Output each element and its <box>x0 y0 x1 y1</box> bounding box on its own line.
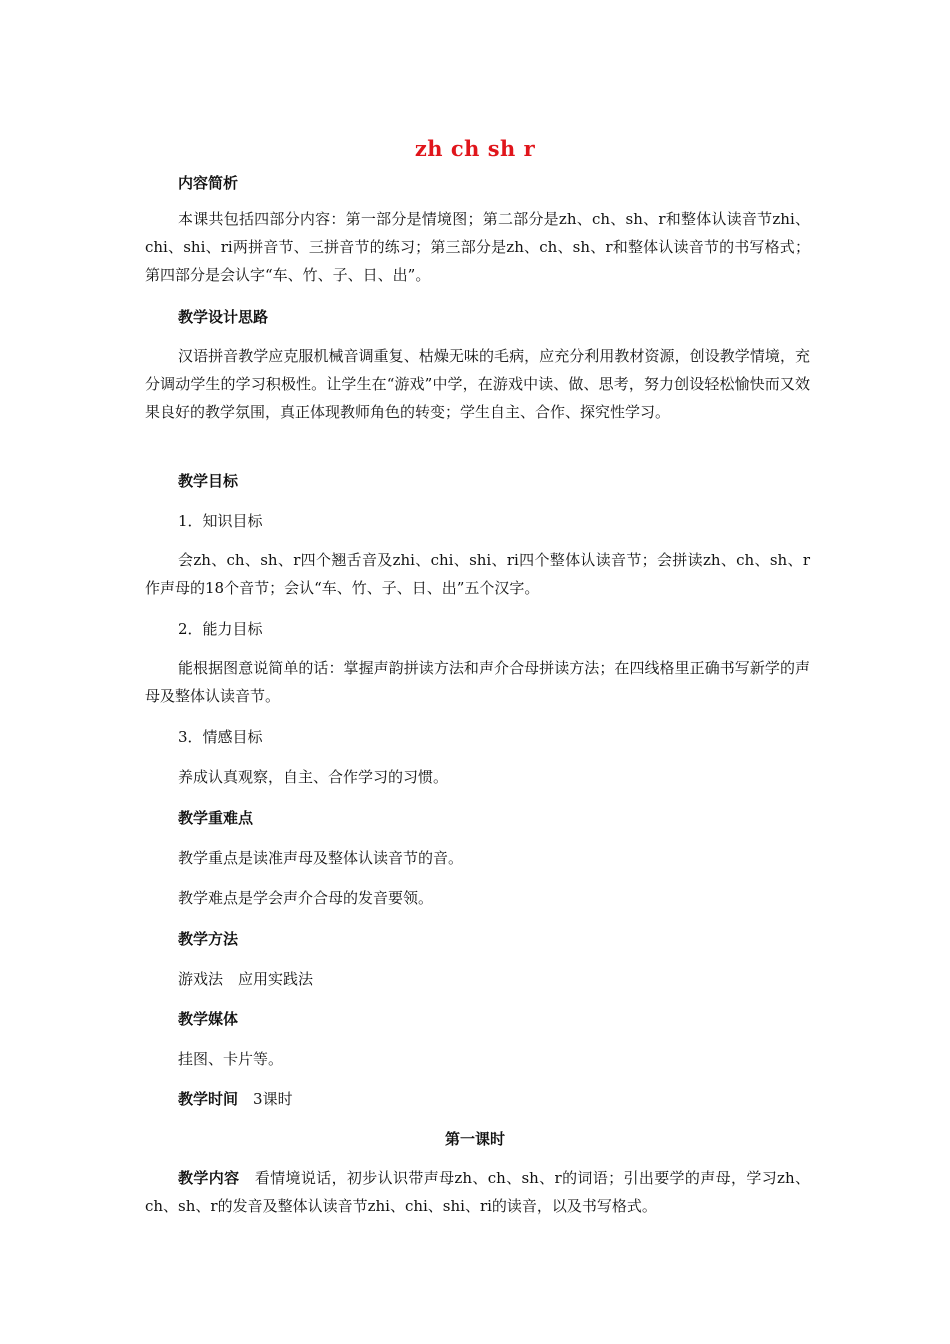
paragraph-difficulty: 教学难点是学会声介合母的发音要领。 <box>178 889 434 907</box>
heading-goals: 教学目标 <box>178 472 239 490</box>
heading-methods: 教学方法 <box>178 930 239 948</box>
paragraph-lesson-1-content <box>145 1164 810 1220</box>
heading-time: 教学时间 <box>178 1090 239 1108</box>
document-title: zh ch sh r <box>414 136 536 161</box>
paragraph-knowledge: 会zh、ch、sh、r四个翘舌音及zhi、chi、shi、ri四个整体认读音节；会拼读zh、ch、sh、r作声母的18个音节；会认“车、竹、子、日、出”五个汉字。 <box>145 551 810 597</box>
lesson-1-content-body: 看情境说话，初步认识带声母zh、ch、sh、r的词语；引出要学的声母，学习zh、ch、sh、r的发音及整体认读音节zhi、chi、shi、ri的读音，以及书写格式。 <box>145 1169 810 1215</box>
paragraph-methods: 游戏法 应用实践法 <box>178 970 314 988</box>
subheading-knowledge: 1．知识目标 <box>178 512 263 530</box>
paragraph-media: 挂图、卡片等。 <box>178 1050 284 1068</box>
heading-lesson-1: 第一课时 <box>444 1130 505 1148</box>
time-value: 3课时 <box>253 1090 293 1108</box>
subheading-emotion: 3．情感目标 <box>178 728 263 746</box>
time-line <box>178 1088 293 1109</box>
subheading-ability: 2．能力目标 <box>178 620 263 638</box>
heading-design-idea: 教学设计思路 <box>178 308 269 326</box>
lesson-1-content-label: 教学内容 <box>178 1169 240 1187</box>
heading-media: 教学媒体 <box>178 1010 239 1028</box>
paragraph-key-point: 教学重点是读准声母及整体认读音节的音。 <box>178 849 464 867</box>
paragraph-emotion: 养成认真观察，自主、合作学习的习惯。 <box>178 768 449 786</box>
heading-key-points: 教学重难点 <box>178 809 254 827</box>
paragraph-ability: 能根据图意说简单的话：掌握声韵拼读方法和声介合母拼读方法；在四线格里正确书写新学的声母及整体认读音节。 <box>145 659 810 705</box>
paragraph-content-summary: 本课共包括四部分内容：第一部分是情境图；第二部分是zh、ch、sh、r和整体认读音节zhi、chi、shi、ri两拼音节、三拼音节的练习；第三部分是zh、ch、sh、r和整体认读音节的书写格式；第四部分是会认字“车、竹、子、日、出”。 <box>145 210 810 284</box>
paragraph-design-idea: 汉语拼音教学应克服机械音调重复、枯燥无味的毛病，应充分利用教材资源，创设教学情境，充分调动学生的学习积极性。让学生在“游戏”中学，在游戏中读、做、思考，努力创设轻松愉快而又效果良好的教学氛围，真正体现教师角色的转变；学生自主、合作、探究性学习。 <box>145 347 810 421</box>
heading-content-summary: 内容简析 <box>178 174 239 192</box>
